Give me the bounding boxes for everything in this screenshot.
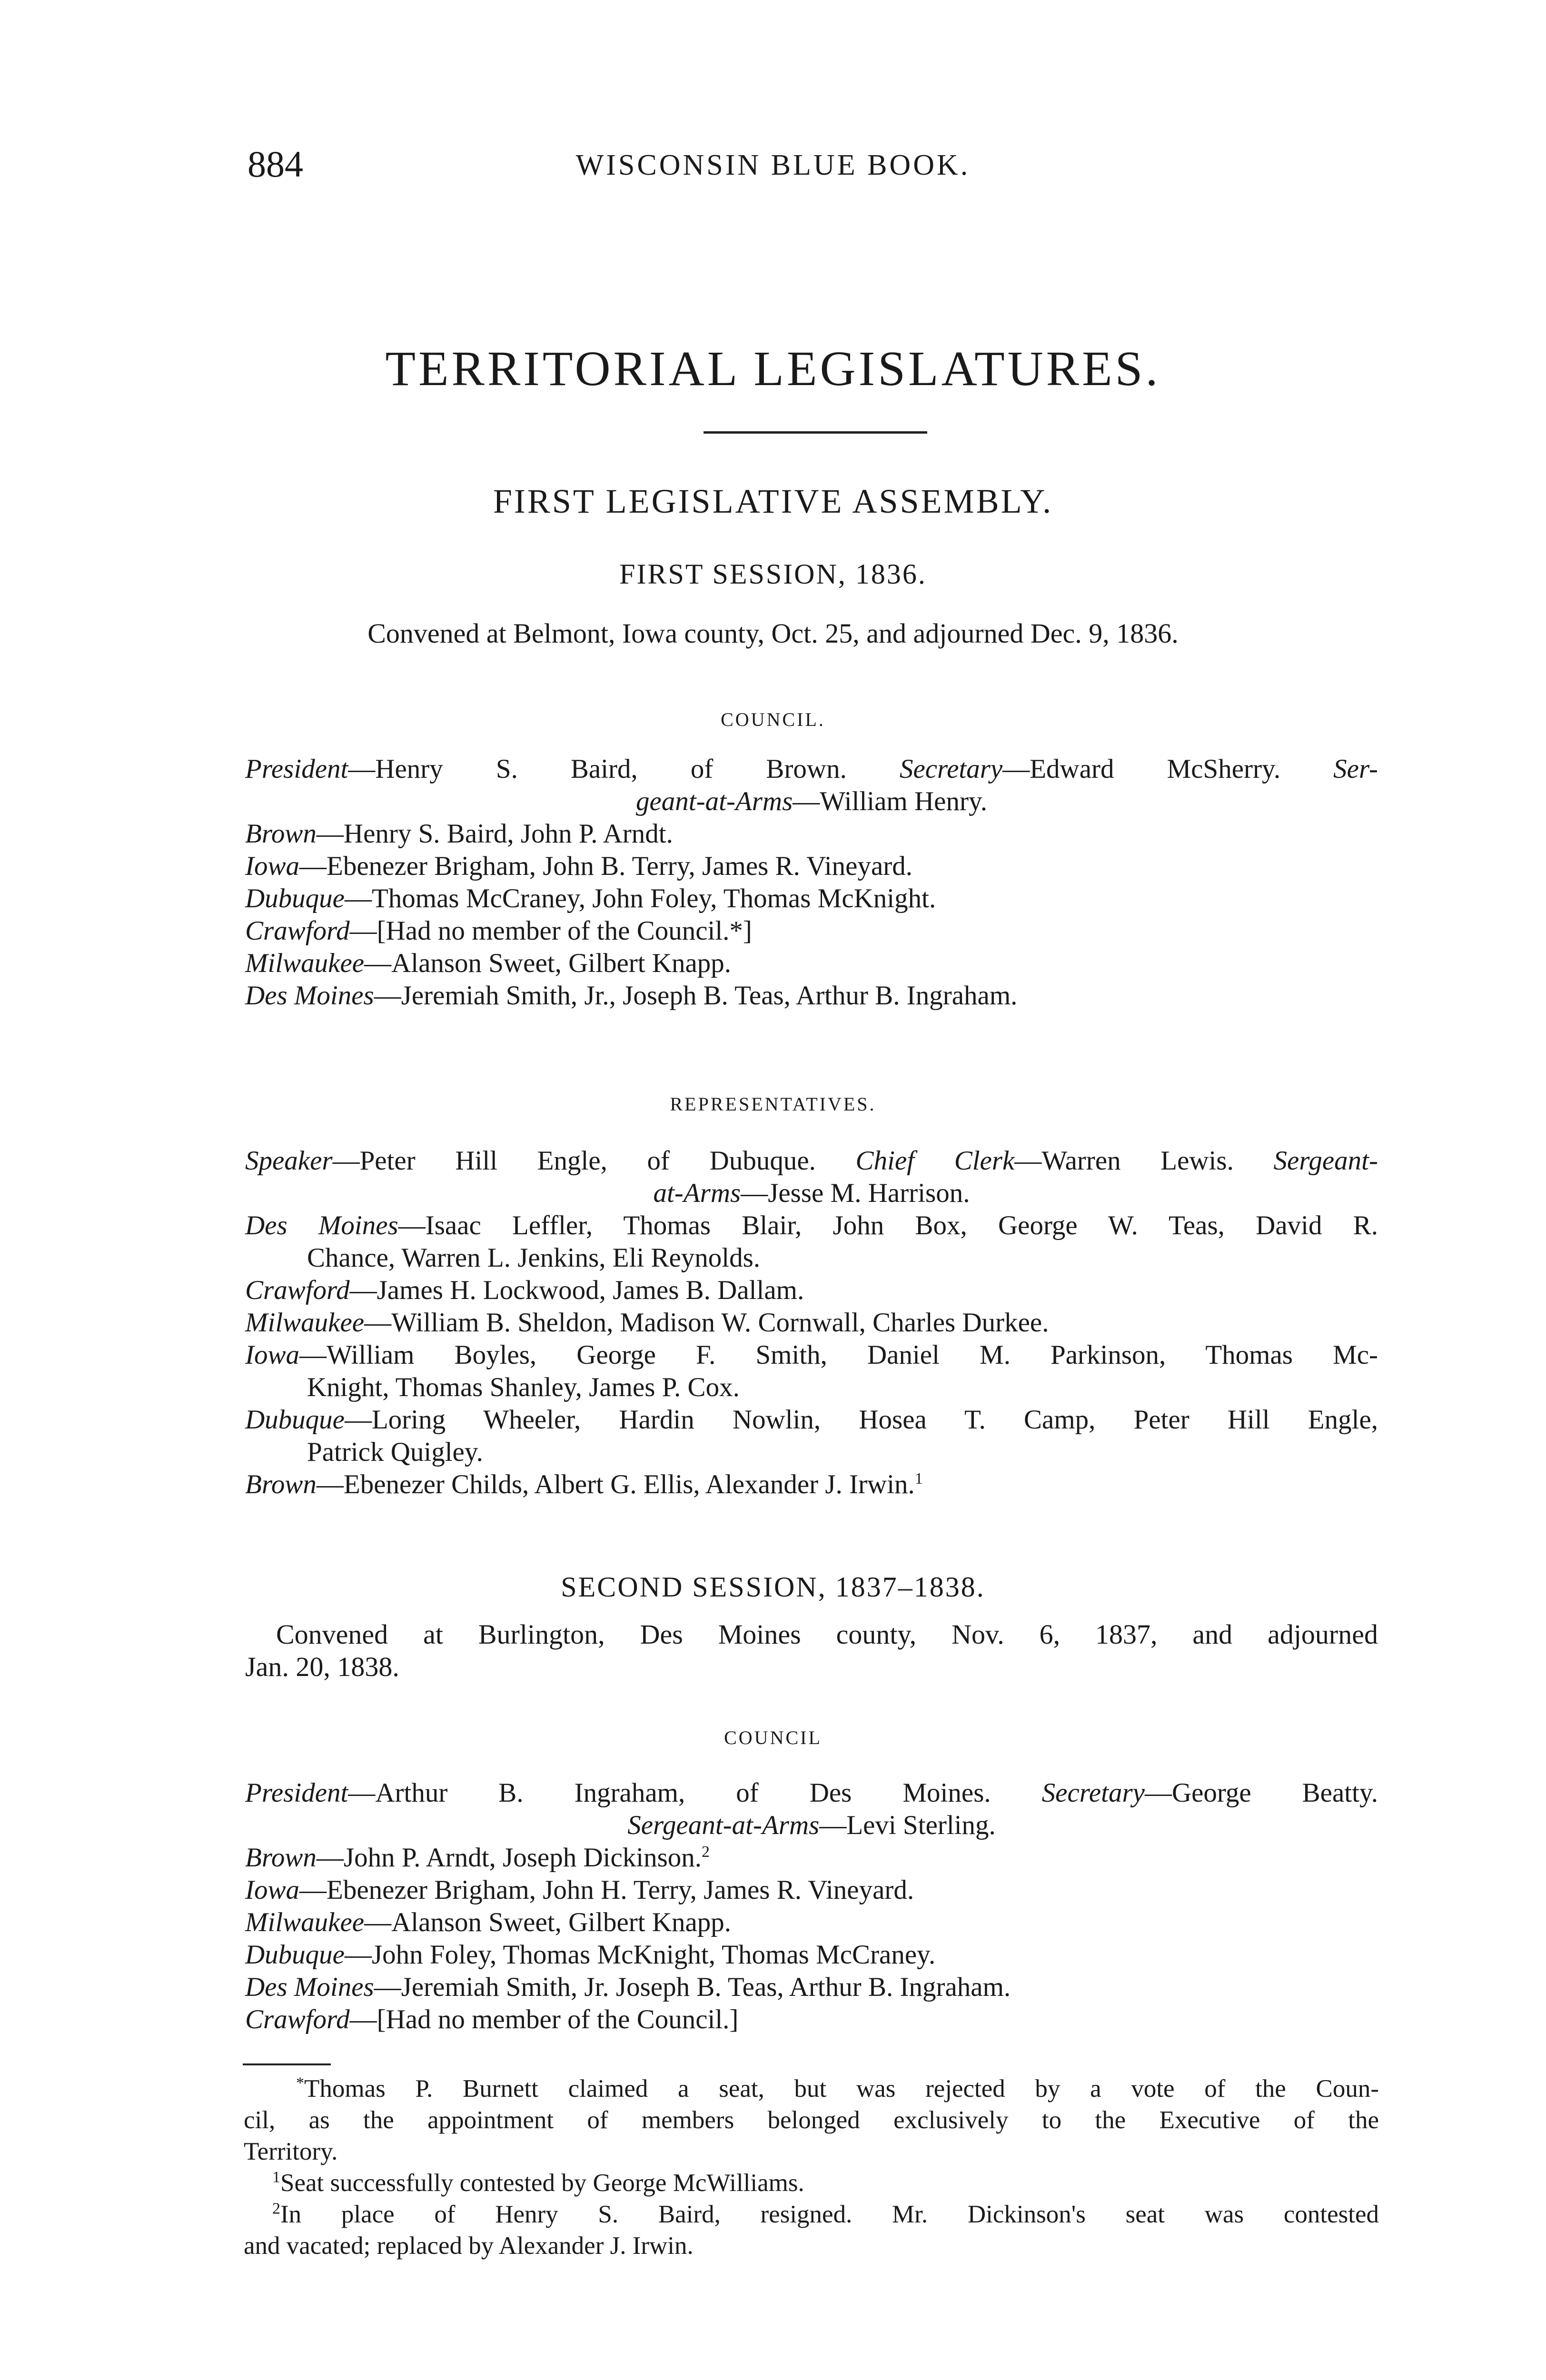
member-names: —John P. Arndt, Joseph Dickinson. <box>316 1843 702 1873</box>
member-line <box>245 883 1378 915</box>
county-name: Milwaukee <box>245 1308 365 1338</box>
county-name: Brown <box>245 1469 317 1499</box>
secretary-name: —George Beatty. <box>1144 1778 1378 1808</box>
role-sergeant-part: Sergeant- <box>1273 1146 1378 1176</box>
running-head: WISCONSIN BLUE BOOK. <box>575 149 971 181</box>
county-name: Crawford <box>245 2004 350 2034</box>
sergeant-name: —Jesse M. Harrison. <box>741 1178 970 1208</box>
county-name: Milwaukee <box>245 948 365 978</box>
session2-council-officers <box>245 1777 1378 1842</box>
member-names: —Ebenezer Brigham, John H. Terry, James R. Vineyard. <box>299 1875 914 1905</box>
session1-heading: FIRST SESSION, 1836. <box>619 558 927 590</box>
role-speaker: Speaker <box>245 1146 333 1176</box>
member-line-cont: Chance, Warren L. Jenkins, Eli Reynolds. <box>307 1243 761 1273</box>
representatives-members <box>245 1210 1378 1501</box>
member-line <box>245 2003 1378 2036</box>
member-line <box>245 947 1378 980</box>
role-sergeant-part: Ser- <box>1333 754 1378 784</box>
member-line <box>245 1274 1378 1307</box>
role-sergeant: Sergeant-at-Arms <box>627 1810 820 1840</box>
footnote-mark: 2 <box>272 2200 280 2218</box>
member-names: —James H. Lockwood, James B. Dallam. <box>349 1275 804 1305</box>
session2-heading: SECOND SESSION, 1837–1838. <box>561 1571 985 1603</box>
member-names: —[Had no member of the Council.*] <box>349 916 752 946</box>
county-name: Des Moines <box>245 981 374 1011</box>
footnote-star-line-3: Territory. <box>244 2138 338 2165</box>
member-names: —Thomas McCraney, John Foley, Thomas McKnight. <box>344 883 936 913</box>
president-name: —Arthur B. Ingraham, of Des Moines. <box>348 1778 1042 1808</box>
county-name: Dubuque <box>245 883 345 913</box>
member-names: —Ebenezer Childs, Albert G. Ellis, Alexander J. Irwin. <box>316 1469 915 1499</box>
title-divider <box>704 431 927 434</box>
member-line <box>245 980 1378 1012</box>
footnote-mark: * <box>296 2074 304 2092</box>
county-name: Des Moines <box>245 1972 374 2002</box>
session2-council-members <box>245 1842 1378 2036</box>
member-line <box>245 1339 1378 1371</box>
role-president: President <box>245 1778 348 1808</box>
member-line <box>245 1971 1378 2003</box>
footnote-mark: 1 <box>272 2168 280 2186</box>
sergeant-name: —William Henry. <box>793 786 988 816</box>
secretary-name: —Edward McSherry. <box>1002 754 1334 784</box>
role-secretary: Secretary <box>899 754 1003 784</box>
county-name: Crawford <box>245 1275 350 1305</box>
role-secretary: Secretary <box>1041 1778 1145 1808</box>
footnote-2-line-2: and vacated; replaced by Alexander J. Irwin. <box>244 2232 694 2260</box>
role-chief-clerk: Chief Clerk <box>855 1146 1015 1176</box>
member-names: —William Boyles, George F. Smith, Daniel M. Parkinson, Thomas Mc- <box>299 1340 1378 1370</box>
member-names: —William B. Sheldon, Madison W. Cornwall, Charles Durkee. <box>364 1308 1049 1338</box>
role-president: President <box>245 754 348 784</box>
convened-line-1: Convened at Burlington, Des Moines county, Nov. 6, 1837, and adjourned <box>276 1619 1378 1650</box>
county-name: Dubuque <box>245 1405 345 1435</box>
member-line <box>245 850 1378 883</box>
footnote-ref: 1 <box>914 1470 923 1488</box>
member-names: —Alanson Sweet, Gilbert Knapp. <box>364 1907 732 1937</box>
county-name: Milwaukee <box>245 1907 365 1937</box>
member-names: —[Had no member of the Council.] <box>349 2004 739 2034</box>
page-number: 884 <box>248 143 303 185</box>
session1-council-members <box>245 818 1378 1012</box>
officers-line-2 <box>245 1809 1378 1842</box>
footnote-ref: 2 <box>702 1843 710 1861</box>
footnote-2-line-1 <box>244 2199 1379 2230</box>
county-name: Iowa <box>245 851 299 881</box>
county-name: Brown <box>245 819 317 849</box>
page-title: TERRITORIAL LEGISLATURES. <box>385 341 1161 396</box>
convened-line-2: Jan. 20, 1838. <box>245 1651 399 1682</box>
representatives-heading: REPRESENTATIVES. <box>670 1093 876 1115</box>
county-name: Iowa <box>245 1340 299 1370</box>
member-names: —Loring Wheeler, Hardin Nowlin, Hosea T. Camp, Peter Hill Engle, <box>344 1405 1378 1435</box>
session1-council-heading: COUNCIL. <box>721 709 825 730</box>
officers-line-2 <box>245 785 1378 818</box>
member-line <box>245 818 1378 850</box>
member-names: —Jeremiah Smith, Jr., Joseph B. Teas, Arthur B. Ingraham. <box>374 981 1018 1011</box>
officers-line-2 <box>245 1177 1378 1210</box>
president-name: —Henry S. Baird, of Brown. <box>348 754 900 784</box>
sergeant-name: —Levi Sterling. <box>819 1810 996 1840</box>
county-name: Des Moines <box>245 1210 398 1240</box>
session1-council-officers <box>245 753 1378 818</box>
officers-line-1 <box>245 753 1378 785</box>
clerk-name: —Warren Lewis. <box>1014 1146 1274 1176</box>
member-line-cont: Knight, Thomas Shanley, James P. Cox. <box>307 1372 740 1402</box>
footnote-text: In place of Henry S. Baird, resigned. Mr. Dickinson's seat was contested <box>280 2201 1379 2228</box>
member-line <box>245 1874 1378 1906</box>
officers-line-1 <box>245 1145 1378 1177</box>
member-names: —Ebenezer Brigham, John B. Terry, James R. Vineyard. <box>299 851 912 881</box>
member-line <box>245 1404 1378 1436</box>
officers-line-1 <box>245 1777 1378 1809</box>
assembly-heading: FIRST LEGISLATIVE ASSEMBLY. <box>493 482 1053 520</box>
footnote-star-line-1 <box>244 2073 1379 2104</box>
member-line-cont: Patrick Quigley. <box>307 1437 483 1467</box>
member-line <box>245 1468 1378 1501</box>
role-sergeant-rest: geant-at-Arms <box>635 786 793 816</box>
member-line <box>245 1210 1378 1242</box>
member-line <box>245 1307 1378 1339</box>
member-names: —Jeremiah Smith, Jr. Joseph B. Teas, Arthur B. Ingraham. <box>374 1972 1011 2002</box>
footnotes <box>244 2073 1379 2261</box>
role-sergeant-rest: at-Arms <box>653 1178 741 1208</box>
county-name: Dubuque <box>245 1940 345 1970</box>
footnote-divider <box>243 2063 331 2065</box>
speaker-name: —Peter Hill Engle, of Dubuque. <box>332 1146 856 1176</box>
footnote-text: Thomas P. Burnett claimed a seat, but was rejected by a vote of the Coun- <box>304 2075 1379 2102</box>
county-name: Crawford <box>245 916 350 946</box>
session2-convened <box>245 1618 1378 1683</box>
member-names: —Isaac Leffler, Thomas Blair, John Box, George W. Teas, David R. <box>398 1210 1378 1240</box>
member-names: —John Foley, Thomas McKnight, Thomas McCraney. <box>344 1940 936 1970</box>
member-names: —Henry S. Baird, John P. Arndt. <box>316 819 673 849</box>
member-line <box>245 1906 1378 1939</box>
representatives-officers <box>245 1145 1378 1210</box>
member-line <box>245 1939 1378 1971</box>
county-name: Brown <box>245 1843 317 1873</box>
footnote-1 <box>244 2167 1379 2199</box>
member-line <box>245 915 1378 947</box>
session1-convened: Convened at Belmont, Iowa county, Oct. 25, and adjourned Dec. 9, 1836. <box>367 618 1179 649</box>
footnote-text: Seat successfully contested by George McWilliams. <box>280 2169 804 2197</box>
member-line <box>245 1842 1378 1874</box>
county-name: Iowa <box>245 1875 299 1905</box>
footnote-star-line-2: cil, as the appointment of members belonged exclusively to the Executive of the <box>244 2106 1379 2134</box>
session2-council-heading: COUNCIL <box>724 1727 822 1748</box>
member-names: —Alanson Sweet, Gilbert Knapp. <box>364 948 732 978</box>
